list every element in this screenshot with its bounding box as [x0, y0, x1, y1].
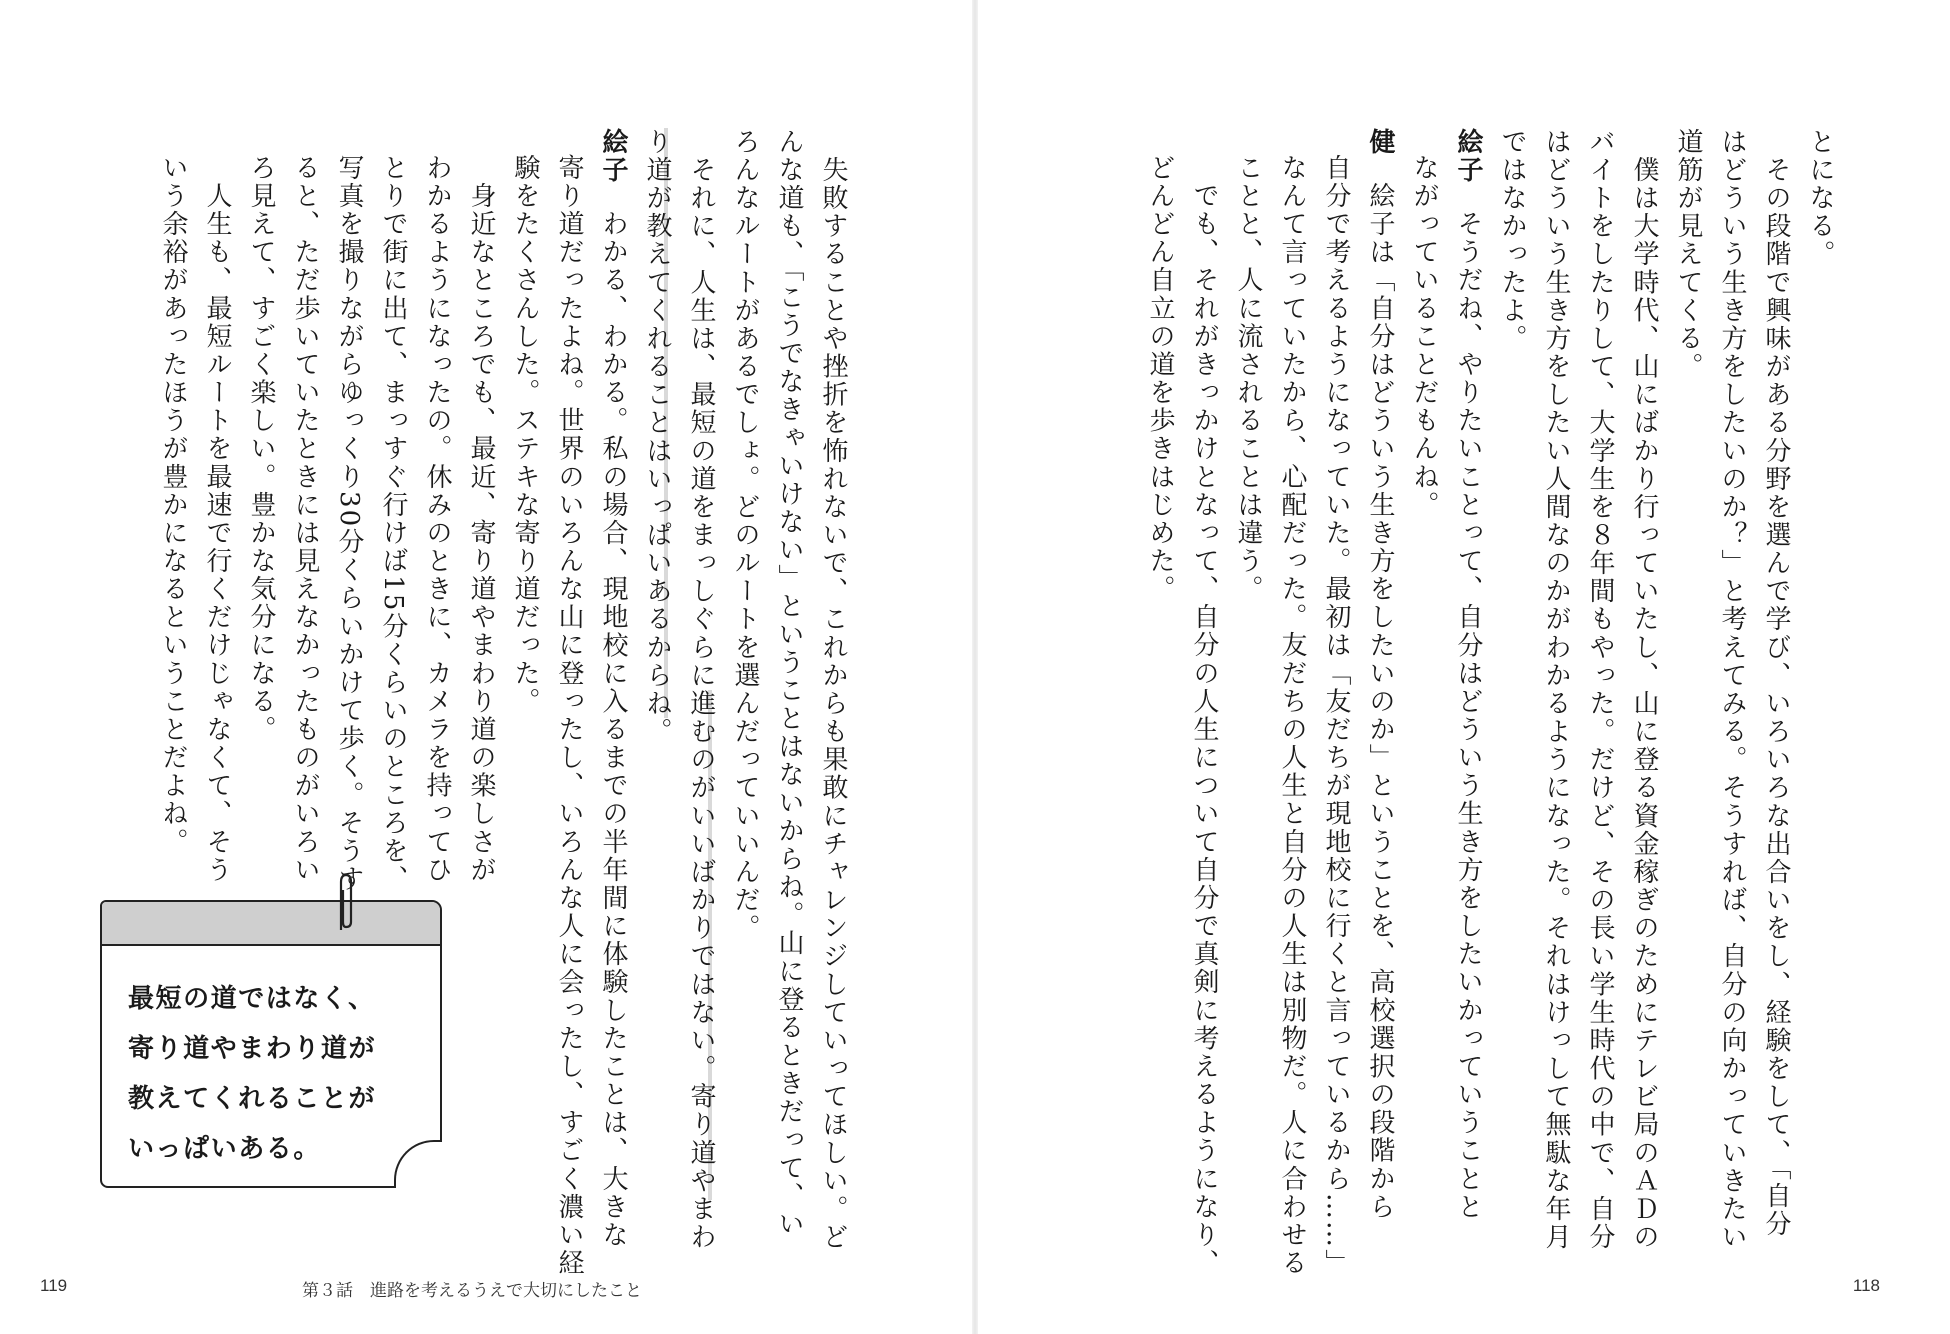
dialogue-text: 絵子は「自分はどういう生き方をしたいのか」ということを、高校選択の段階から — [1365, 182, 1395, 1222]
note-line: 教えてくれることが — [128, 1084, 377, 1114]
text-line: 道筋が見えてくる。 — [1673, 128, 1703, 381]
paperclip-icon — [334, 872, 356, 934]
right-page — [975, 0, 1950, 1334]
text-line: 僕は大学時代、山にばかり行っていたし、山に登る資金稼ぎのためにテレビ局のＡＤの — [1629, 128, 1659, 1252]
text-line: ろ見えて、すごく楽しい。豊かな気分になる。 — [246, 154, 276, 744]
text-line: その段階で興味がある分野を選んで学び、いろいろな出合いをし、経験をして、「自分 — [1761, 128, 1791, 1239]
text-line: 写真を撮りながらゆっくり30分くらいかけて歩く。そうす — [334, 154, 364, 894]
right-page-text — [1138, 128, 1842, 1278]
text-line: とりで街に出て、まっすぐ行けば15分くらいのところを、 — [378, 154, 408, 894]
text-line: でも、それがきっかけとなって、自分の人生について自分で真剣に考えるようになり、 — [1189, 154, 1219, 1278]
dialogue-text: わかる、わかる。私の場合、現地校に入るまでの半年間に体験したことは、大きな — [598, 210, 628, 1250]
text-line: んな道も、「こうでなきゃいけない」ということはないからね。山に登るときだって、い — [774, 128, 804, 1239]
page-number-left: 119 — [40, 1276, 68, 1295]
dialogue-line — [591, 128, 635, 1250]
text-line: どんどん自立の道を歩きはじめた。 — [1145, 154, 1175, 604]
speaker-label-ken: 健 — [1365, 128, 1395, 157]
text-line: いう余裕があったほうが豊かになるということだよね。 — [158, 154, 188, 856]
speaker-label-eko: 絵子 — [1453, 128, 1483, 185]
text-line: わかるようになったの。休みのときに、カメラを持ってひ — [422, 154, 452, 885]
text-line: バイトをしたりして、大学生を８年間もやった。だけど、その長い学生時代の中で、自分 — [1585, 128, 1615, 1252]
text-line: ると、ただ歩いていたときには見えなかったものがいろい — [290, 154, 320, 885]
text-line: 失敗することや挫折を怖れないで、これからも果敢にチャレンジしていってほしい。ど — [818, 128, 848, 1252]
text-line: 験をたくさんした。ステキな寄り道だった。 — [510, 154, 540, 716]
text-line: はどういう生き方をしたい人間なのかがわかるようになった。それはけっして無駄な年月 — [1541, 128, 1571, 1252]
text-line: ではなかったよ。 — [1497, 128, 1527, 353]
text-line: 身近なところでも、最近、寄り道やまわり道の楽しさが — [466, 154, 496, 885]
sticky-note — [100, 900, 442, 1188]
note-line: 最短の道ではなく、 — [128, 984, 376, 1014]
dialogue-text: そうだね、やりたいことって、自分はどういう生き方をしたいかっていうことと — [1453, 210, 1483, 1222]
sticky-note-text — [128, 974, 428, 1174]
text-line: それに、人生は、最短の道をまっしぐらに進むのがいいばかりではない。寄り道やまわ — [686, 128, 716, 1252]
note-line: 寄り道やまわり道が — [128, 1034, 377, 1064]
chapter-footer: 第３話 進路を考えるうえで大切にしたこと — [302, 1281, 642, 1301]
text-line: 寄り道だったよね。世界のいろんな山に登ったし、いろんな人に会ったし、すごく濃い経 — [554, 154, 584, 1278]
text-line: 自分で考えるようになっていた。最初は「友だちが現地校に行くと言っているから……」 — [1321, 154, 1351, 1278]
text-line: 人生も、最短ルートを最速で行くだけじゃなくて、そう — [202, 154, 232, 885]
dialogue-line — [1446, 128, 1490, 1222]
text-line: ろんなルートがあるでしょ。どのルートを選んだっていいんだ。 — [730, 128, 760, 943]
note-line: いっぱいある。 — [128, 1134, 321, 1164]
text-line: ことと、人に流されることは違う。 — [1233, 154, 1263, 604]
page-number-right: 118 — [1852, 1276, 1880, 1295]
dialogue-line — [1358, 128, 1402, 1222]
text-line: とになる。 — [1805, 128, 1835, 269]
text-line: ながっていることだもんね。 — [1409, 154, 1439, 520]
text-line: なんて言っていたから、心配だった。友だちの人生と自分の人生は別物だ。人に合わせる — [1277, 154, 1307, 1278]
speaker-label-eko: 絵子 — [598, 128, 628, 185]
text-line: はどういう生き方をしたいのか？」と考えてみる。そうすれば、自分の向かっていきたい — [1717, 128, 1747, 1252]
sticky-note-band — [102, 902, 440, 946]
text-line: り道が教えてくれることはいっぱいあるからね。 — [642, 128, 672, 746]
